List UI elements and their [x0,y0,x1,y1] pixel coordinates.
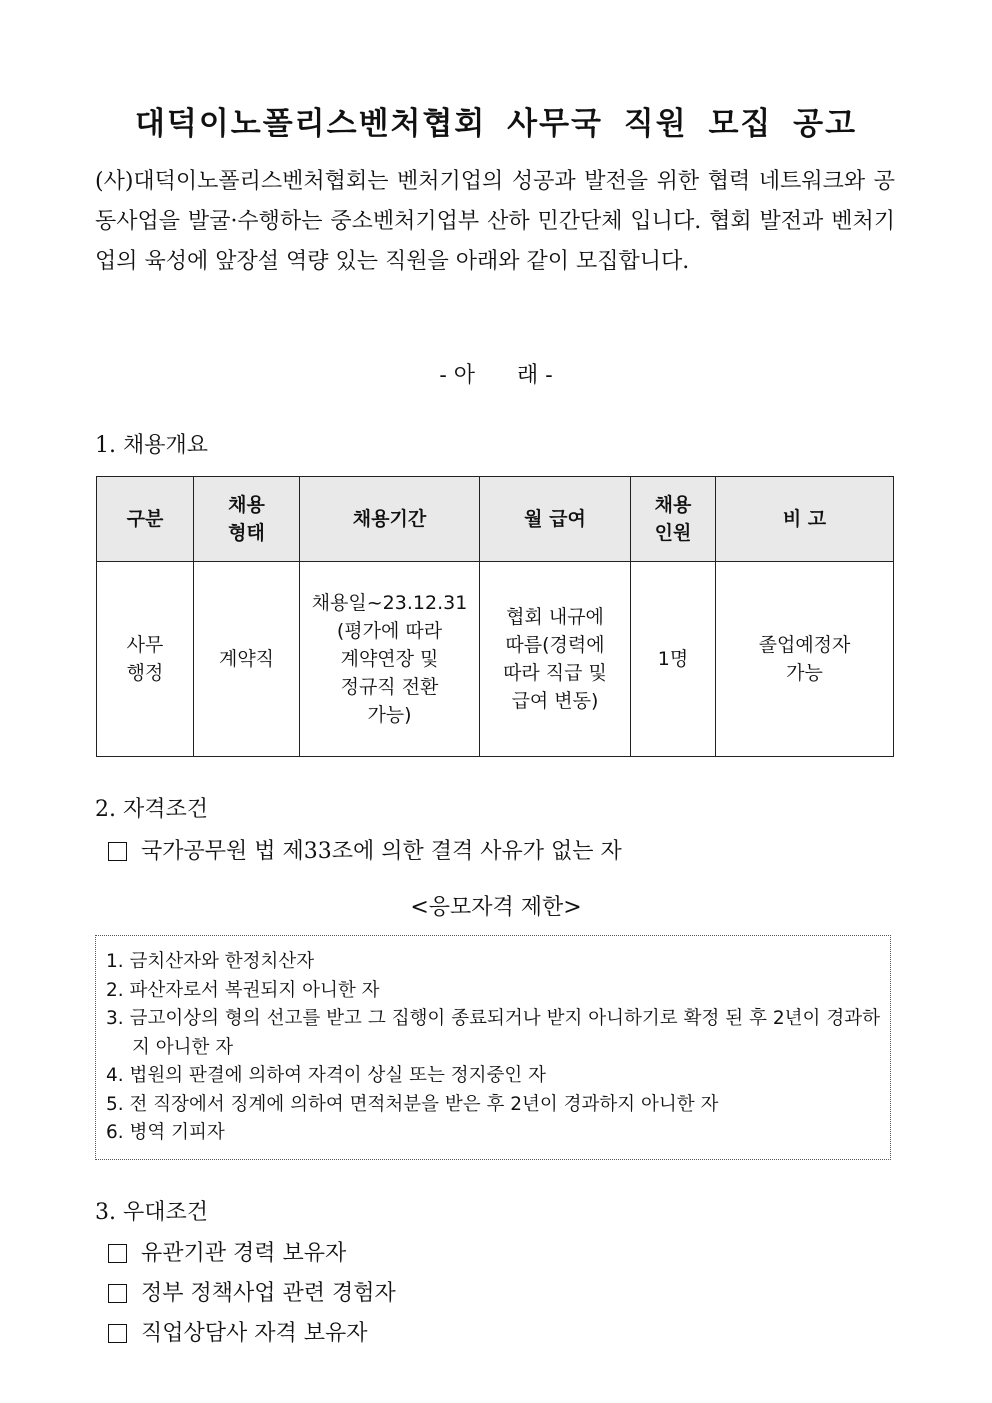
cell-employment-type: 계약직 [194,562,300,757]
checkbox-icon [108,1284,127,1303]
list-item: 5. 전 직장에서 징계에 의하여 면적처분을 받은 후 2년이 경과하지 아니한 자 [106,1093,719,1115]
checkbox-icon [108,1324,127,1343]
list-item: 6. 병역 기피자 [106,1122,225,1143]
intro-paragraph: (사)대덕이노폴리스벤처협회는 벤처기업의 성공과 발전을 위한 협력 네트워크와 공동사업을 발굴·수행하는 중소벤처기업부 산하 민간단체 입니다. 협회 발전과 벤처기업의 육성에 앞장설 역량 있는 직원을 아래와 같이 모집합니다. [95,169,895,274]
qualification-item [108,834,622,865]
checkbox-icon [108,842,127,861]
header-category: 구분 [97,477,194,562]
cell-employment-period: 채용일~23.12.31 (평가에 따라 계약연장 및 정규직 전환 가능) [300,562,480,757]
header-employment-period: 채용기간 [300,477,480,562]
qualification-text: 국가공무원 법 제33조에 의한 결격 사유가 없는 자 [141,839,622,864]
list-item: 1. 금치산자와 한정치산자 [106,951,315,972]
list-item: 4. 법원의 판결에 의하여 자격이 상실 또는 정지중인 자 [106,1065,546,1086]
page-title: 대덕이노폴리스벤처협회 사무국 직원 모집 공고 [134,106,858,142]
below-marker: - 아 래 - [439,363,553,388]
checkbox-icon [108,1244,127,1263]
table-row [97,562,894,757]
restriction-box [95,935,891,1160]
preference-item [108,1276,396,1307]
header-monthly-salary: 월 급여 [480,477,631,562]
list-item: 2. 파산자로서 복권되지 아니한 자 [106,979,380,1001]
preference-text: 직업상담사 자격 보유자 [141,1321,368,1346]
section-3-heading: 3. 우대조건 [95,1200,208,1225]
hiring-overview-table [96,476,894,757]
section-2-heading: 2. 자격조건 [95,797,208,822]
cell-category: 사무 행정 [97,562,194,757]
section-1-heading: 1. 채용개요 [95,433,208,458]
cell-monthly-salary: 협회 내규에 따름(경력에 따라 직급 및 급여 변동) [480,562,631,757]
preference-item [108,1316,368,1347]
preference-text: 유관기관 경력 보유자 [141,1241,347,1266]
cell-headcount: 1명 [631,562,716,757]
header-headcount: 채용 인원 [631,477,716,562]
header-employment-type: 채용 형태 [194,477,300,562]
list-item: 3. 금고이상의 형의 선고를 받고 그 집행이 종료되거나 받지 아니하기로 확정 된 후 2년이 경과하지 아니한 자 [106,1008,880,1058]
preference-text: 정부 정책사업 관련 경험자 [141,1281,396,1306]
restriction-title: <응모자격 제한> [410,895,582,920]
cell-remarks: 졸업예정자 가능 [716,562,894,757]
table-header-row [97,477,894,562]
header-remarks: 비 고 [716,477,894,562]
restriction-list [106,948,880,1148]
preference-item [108,1236,346,1267]
